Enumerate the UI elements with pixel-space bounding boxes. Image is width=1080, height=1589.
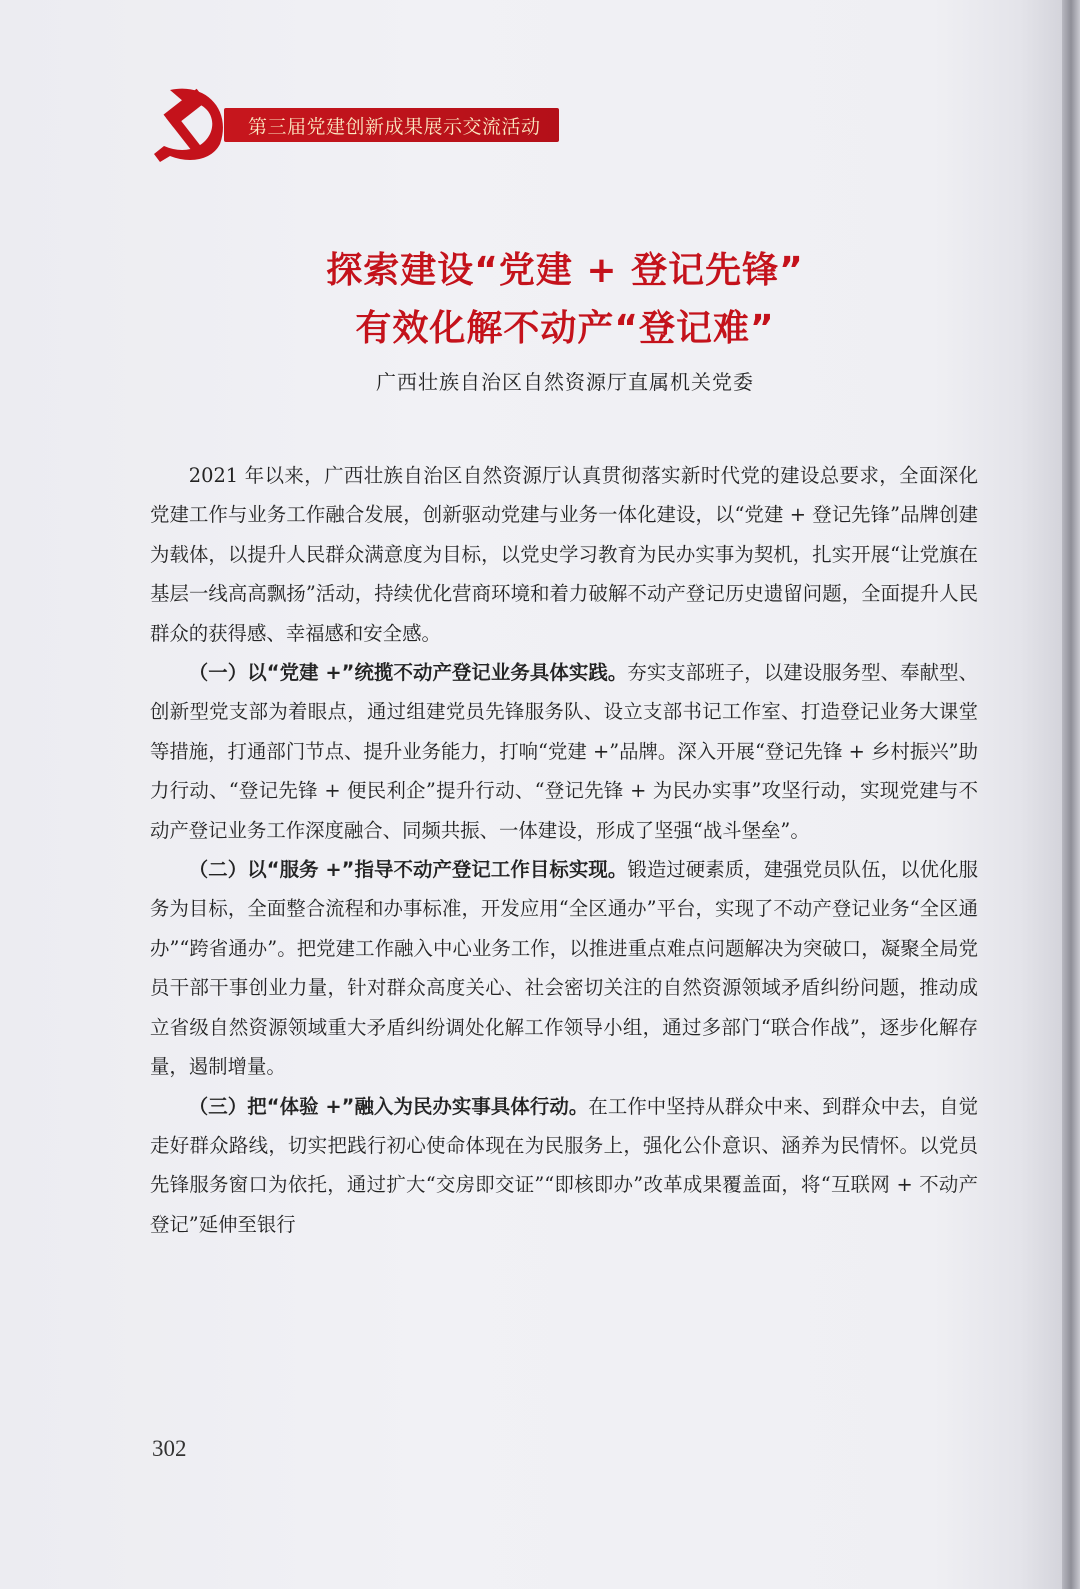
paragraph-section-1 <box>150 653 978 850</box>
book-spine-shadow <box>1062 0 1080 1589</box>
section-heading: （一）以“党建 +”统揽不动产登记业务具体实践。 <box>188 661 628 685</box>
article-body <box>150 456 978 1244</box>
banner-text: 第三届党建创新成果展示交流活动 <box>248 115 541 138</box>
article-title-line-1: 探索建设“党建 + 登记先锋” <box>326 250 804 291</box>
section-heading: （二）以“服务 +”指导不动产登记工作目标实现。 <box>188 858 628 882</box>
section-heading: （三）把“体验 +”融入为民办实事具体行动。 <box>188 1094 589 1118</box>
page-number: 302 <box>152 1436 187 1461</box>
paragraph-text: 锻造过硬素质，建强党员队伍，以优化服务为目标，全面整合流程和办事标准，开发应用“全区通办”平台，实现了不动产登记业务“全区通办”“跨省通办”。把党建工作融入中心业务工作，以推进重点难点问题解决为突破口，凝聚全局党员干部干事创业力量，针对群众高度关心、社会密切关注的自然资源领域矛盾纠纷问题，推动成立省级自然资源领域重大矛盾纠纷调处化解工作领导小组，通过多部门“联合作战”，逐步化解存量，遏制增量。 <box>150 858 978 1079</box>
article-author: 广西壮族自治区自然资源厅直属机关党委 <box>376 370 754 394</box>
event-banner <box>224 108 559 142</box>
paragraph-section-2 <box>150 850 978 1086</box>
paragraph-text: 2021 年以来，广西壮族自治区自然资源厅认真贯彻落实新时代党的建设总要求，全面深化党建工作与业务工作融合发展，创新驱动党建与业务一体化建设，以“党建 + 登记先锋”品牌创建为载体，以提升人民群众满意度为目标，以党史学习教育为民办实事为契机，扎实开展“让党旗在基层一线高高飘扬”活动，持续优化营商环境和着力破解不动产登记历史遗留问题，全面提升人民群众的获得感、幸福感和安全感。 <box>150 464 978 645</box>
paragraph-section-3 <box>150 1087 978 1245</box>
paragraph-text: 夯实支部班子，以建设服务型、奉献型、创新型党支部为着眼点，通过组建党员先锋服务队、设立支部书记工作室、打造登记业务大课堂等措施，打通部门节点、提升业务能力，打响“党建 +”品牌。深入开展“登记先锋 + 乡村振兴”助力行动、“登记先锋 + 便民利企”提升行动、“登记先锋 + 为民办实事”攻坚行动，实现党建与不动产登记业务工作深度融合、同频共振、一体建设，形成了坚强“战斗堡垒”。 <box>150 661 978 842</box>
paragraph-intro <box>150 456 978 653</box>
article-title-line-2: 有效化解不动产“登记难” <box>355 308 775 349</box>
page-header <box>150 78 580 168</box>
paragraph-text: 在工作中坚持从群众中来、到群众中去，自觉走好群众路线，切实把践行初心使命体现在为民服务上，强化公仆意识、涵养为民情怀。以党员先锋服务窗口为依托，通过扩大“交房即交证”“即核即办”改革成果覆盖面，将“互联网 + 不动产登记”延伸至银行 <box>150 1094 978 1236</box>
